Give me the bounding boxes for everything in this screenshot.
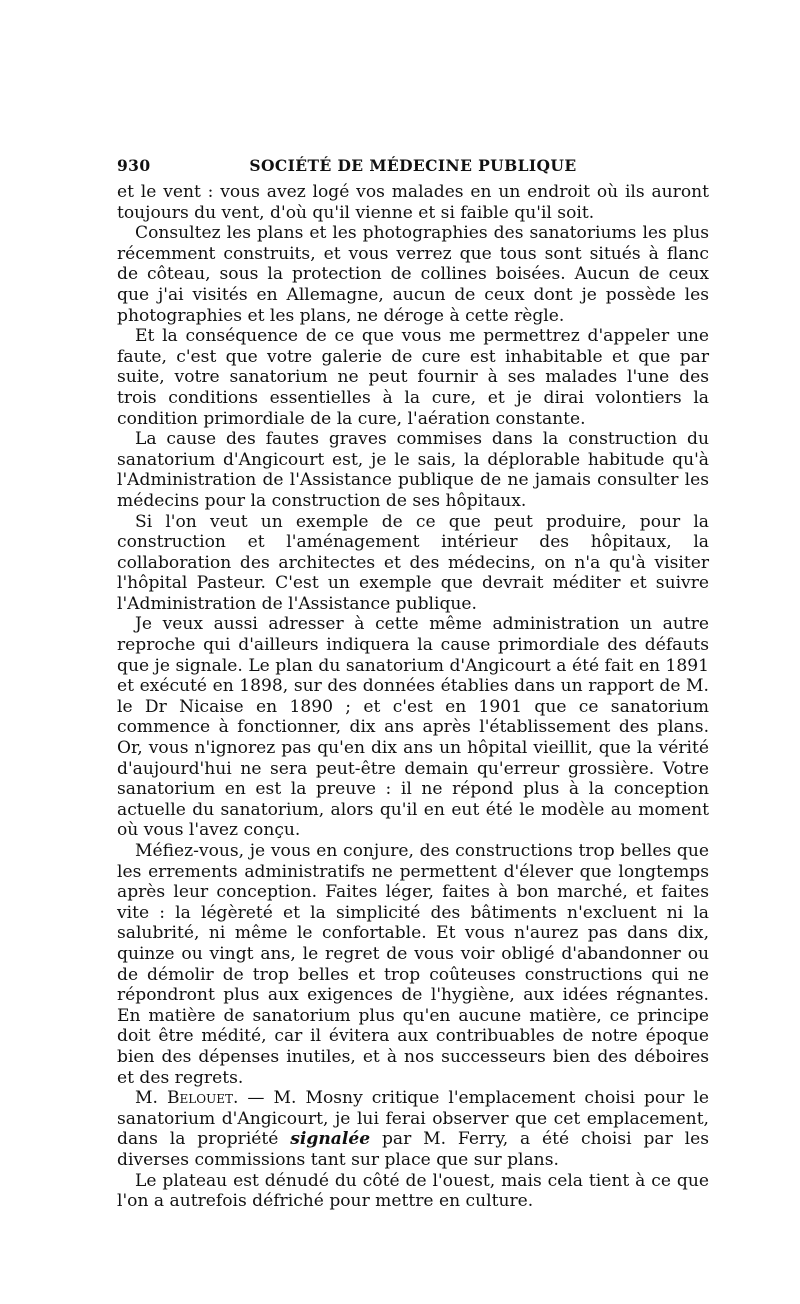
paragraph-3: Et la conséquence de ce que vous me permettrez d'appeler une faute, c'est que votre galerie de cure est inhabitable et que par suite, votre sanatorium ne peut fournir à ses malades l'une des trois conditions essentielles à la cure, et je dirai volontiers la condition primordiale de la cure, l'aération constante. bbox=[117, 326, 709, 429]
paragraph-4: La cause des fautes graves commises dans la construction du sanatorium d'Angicourt est, je le sais, la déplorable habitude qu'à l'Administration de l'Assistance publique de ne jamais consulter les médecins pour la construction de ses hôpitaux. bbox=[117, 429, 709, 511]
paragraph-8-text-b: par M. Ferry, a été choisi par les diverses commissions tant sur place que sur plans. bbox=[117, 1129, 709, 1170]
page-number: 930 bbox=[117, 156, 151, 175]
paragraph-2: Consultez les plans et les photographies des sanatoriums les plus récemment construits, et vous verrez que tous sont situés à flanc de côteau, sous la protection de collines boisées. Aucun de ceux que j'ai visités en Allemagne, aucun de ceux dont je possède les photographies et les plans, ne déroge à cette règle. bbox=[117, 223, 709, 326]
paragraph-5: Si l'on veut un exemple de ce que peut produire, pour la construction et l'aménagement intérieur des hôpitaux, la collaboration des architectes et des médecins, on n'a qu'à visiter l'hôpital Pasteur. C'est un exemple que devrait méditer et suivre l'Administration de l'Assistance publique. bbox=[117, 511, 709, 614]
paragraph-7: Méfiez-vous, je vous en conjure, des constructions trop belles que les errements administratifs ne permettent d'élever que longtemps après leur conception. Faites léger, faites à bon marché, et faites vite : la légèreté et la simplicité des bâtiments n'excluent ni la salubrité, ni même le confortable. Et vous n'aurez pas dans dix, quinze ou vingt ans, le regret de vous voir obligé d'abandonner ou de démolir de trop belles et trop coûteuses constructions qui ne répondront plus aux exigences de l'hygiène, aux idées régnantes. En matière de sanatorium plus qu'en aucune matière, ce principe doit être médité, car il évitera aux contribuables de notre époque bien des dépenses inutiles, et à nos successeurs bien des déboires et des regrets. bbox=[117, 841, 709, 1088]
book-page bbox=[117, 156, 709, 1212]
paragraph-6: Je veux aussi adresser à cette même administration un autre reproche qui d'ailleurs indiquera la cause primordiale des défauts que je signale. Le plan du sanatorium d'Angicourt a été fait en 1891 et exécuté en 1898, sur des données établies dans un rapport de M. le Dr Nicaise en 1890 ; et c'est en 1901 que ce sanatorium commence à fonctionner, dix ans après l'établissement des plans. Or, vous n'ignorez pas qu'en dix ans un hôpital vieillit, que la vérité d'aujourd'hui ne sera peut-être demain qu'erreur grossière. Votre sanatorium en est la preuve : il ne répond plus à la conception actuelle du sanatorium, alors qu'il en eut été le modèle au moment où vous l'avez conçu. bbox=[117, 614, 709, 841]
paragraph-9: Le plateau est dénudé du côté de l'ouest, mais cela tient à ce que l'on a autrefois défriché pour mettre en culture. bbox=[117, 1170, 709, 1212]
speaker-name: M. Belouet. bbox=[135, 1088, 239, 1109]
body-text bbox=[117, 182, 709, 1212]
paragraph-8 bbox=[117, 1088, 709, 1170]
running-title: SOCIÉTÉ DE MÉDECINE PUBLIQUE bbox=[249, 156, 577, 175]
paragraph-8-text-a: — M. Mosny critique l'emplacement choisi pour le sanatorium d'Angicourt, je lui ferai observer que cet emplacement, dans la propriété bbox=[117, 1088, 709, 1150]
paragraph-1: et le vent : vous avez logé vos malades en un endroit où ils auront toujours du vent, d'où qu'il vienne et si faible qu'il soit. bbox=[117, 182, 709, 223]
page-header bbox=[117, 156, 709, 182]
emphasized-word: signalée bbox=[290, 1129, 371, 1150]
